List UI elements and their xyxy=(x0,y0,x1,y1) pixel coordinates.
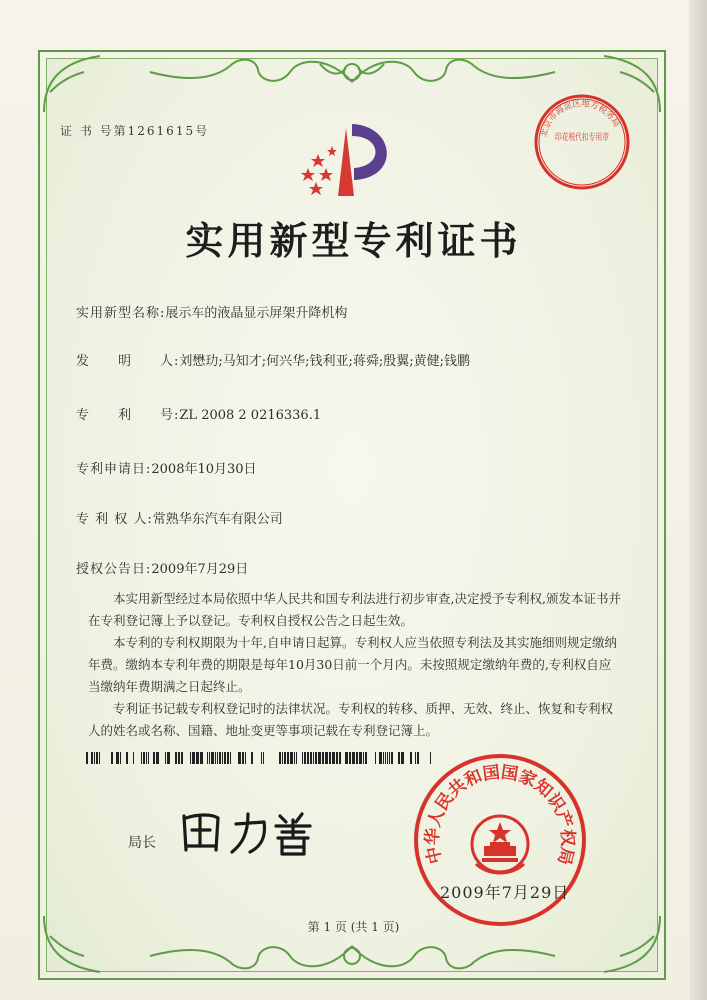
field-patent-number xyxy=(76,404,321,423)
field-patentee xyxy=(76,508,283,527)
field-label: 授权公告日: xyxy=(76,562,152,577)
page-footer: 第 1 页 (共 1 页) xyxy=(307,920,400,934)
body-paragraph: 专利证书记载专利权登记时的法律状况。专利权的转移、质押、无效、终止、恢复和专利权人的姓名或名称、国籍、地址变更等事项记载在专利登记簿上。 xyxy=(88,701,614,738)
field-label: 专利申请日: xyxy=(76,462,152,477)
page-title: 实用新型专利证书 xyxy=(185,218,522,263)
certificate-number xyxy=(60,122,209,139)
top-ornament xyxy=(140,52,565,92)
body-paragraph: 本实用新型经过本局依照中华人民共和国专利法进行初步审查,决定授予专利权,颁发本证书并在专利登记簿上予以登记。专利权自授权公告之日起生效。 xyxy=(88,591,621,628)
field-inventors xyxy=(76,350,470,369)
field-value: ZL 2008 2 0216336.1 xyxy=(179,408,322,423)
bottom-ornament xyxy=(140,938,565,976)
field-grant-date xyxy=(76,558,248,577)
corner-ornament-bottom-right xyxy=(594,906,664,976)
tax-stamp-outer-text: 北京市海淀区地方税务局 xyxy=(539,98,622,139)
field-value: 2009年7月29日 xyxy=(151,562,249,577)
field-label: 专 利 权 人: xyxy=(76,512,153,527)
field-value: 常熟华东汽车有限公司 xyxy=(152,512,283,527)
certificate-body xyxy=(88,588,623,742)
tax-stamp xyxy=(532,92,632,192)
corner-ornament-top-left xyxy=(40,52,110,122)
field-utility-model-name xyxy=(76,302,347,321)
body-paragraph: 本专利的专利权期限为十年,自申请日起算。专利权人应当依照专利法及其实施细则规定缴纳年费。缴纳本专利年费的期限是每年10月30日前一个月内。未按照规定缴纳年费的,专利权自应当缴纳年费期满之日起终止。 xyxy=(88,635,617,694)
field-value: 2008年10月30日 xyxy=(151,462,257,477)
star-icons xyxy=(301,146,337,195)
field-value: 刘懋玏;马知才;何兴华;钱利亚;蒋舜;殷翼;黄健;钱鹏 xyxy=(179,354,471,369)
director-signature xyxy=(178,806,323,858)
national-emblem-icon xyxy=(472,816,528,873)
barcode xyxy=(86,752,436,764)
field-label: 发 明 人: xyxy=(76,354,180,369)
field-label: 专 利 号: xyxy=(76,408,180,423)
seal-date: 2009年7月29日 xyxy=(440,883,570,902)
patent-office-logo xyxy=(296,118,406,202)
field-label: 实用新型名称: xyxy=(76,306,166,321)
field-application-date xyxy=(76,458,257,477)
corner-ornament-bottom-left xyxy=(40,906,110,976)
tax-stamp-inner-text: 印花税代扣专用章 xyxy=(555,133,628,143)
field-value: 展示车的液晶显示屏架升降机构 xyxy=(165,306,348,321)
binding-edge xyxy=(689,0,707,1000)
director-label: 局长 xyxy=(128,835,156,851)
seal-text: 中华人民共和国国家知识产权局 xyxy=(422,762,578,867)
certificate-number-label: 证 书 号 xyxy=(60,124,114,138)
certificate-number-value: 第1261615号 xyxy=(113,124,210,138)
